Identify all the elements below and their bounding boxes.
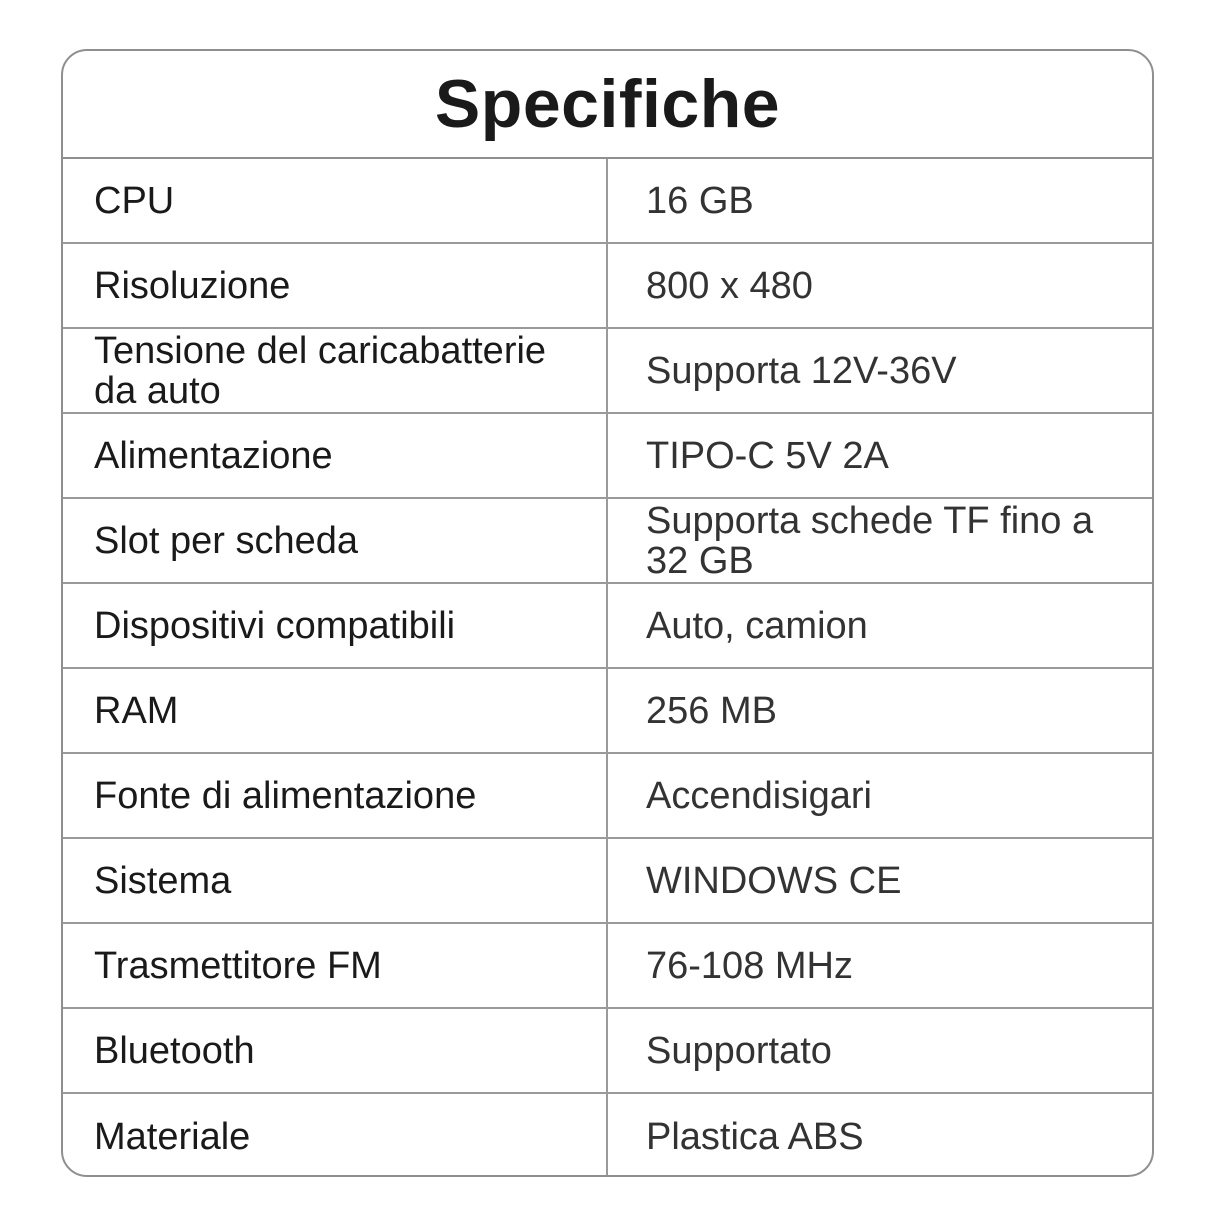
- spec-row: [63, 924, 1152, 1009]
- spec-row: [63, 499, 1152, 584]
- spec-label: Bluetooth: [63, 1009, 608, 1092]
- spec-row: [63, 1094, 1152, 1177]
- spec-row: [63, 159, 1152, 244]
- spec-row: [63, 329, 1152, 414]
- spec-value: Supporta 12V-36V: [646, 349, 957, 392]
- spec-value: 256 MB: [646, 689, 777, 732]
- spec-label: RAM: [63, 669, 608, 752]
- spec-value: Auto, camion: [646, 604, 868, 647]
- spec-label: CPU: [63, 159, 608, 242]
- spec-row: [63, 754, 1152, 839]
- spec-label: Dispositivi compatibili: [63, 584, 608, 667]
- spec-label: Risoluzione: [63, 244, 608, 327]
- spec-row: [63, 839, 1152, 924]
- spec-value: Supportato: [646, 1029, 832, 1072]
- spec-row: [63, 669, 1152, 754]
- spec-value: WINDOWS CE: [646, 859, 902, 902]
- spec-label: Trasmettitore FM: [63, 924, 608, 1007]
- spec-value: Accendisigari: [646, 774, 872, 817]
- spec-label: Alimentazione: [63, 414, 608, 497]
- spec-value: Supporta schede TF fino a 32 GB: [646, 499, 1094, 582]
- spec-row: [63, 584, 1152, 669]
- spec-value: Plastica ABS: [646, 1115, 864, 1158]
- spec-row: [63, 414, 1152, 499]
- spec-value: 16 GB: [646, 179, 754, 222]
- spec-value: TIPO-C 5V 2A: [646, 434, 889, 477]
- spec-row: [63, 1009, 1152, 1094]
- spec-label: Tensione del caricabatterie da auto: [63, 329, 608, 412]
- spec-label: Slot per scheda: [63, 499, 608, 582]
- spec-value: 76-108 MHz: [646, 944, 853, 987]
- spec-table-title: Specifiche: [63, 51, 1152, 159]
- spec-label: Sistema: [63, 839, 608, 922]
- spec-table-card: [61, 49, 1154, 1177]
- spec-value: 800 x 480: [646, 264, 813, 307]
- spec-label: Materiale: [63, 1094, 608, 1177]
- spec-row: [63, 244, 1152, 329]
- spec-label: Fonte di alimentazione: [63, 754, 608, 837]
